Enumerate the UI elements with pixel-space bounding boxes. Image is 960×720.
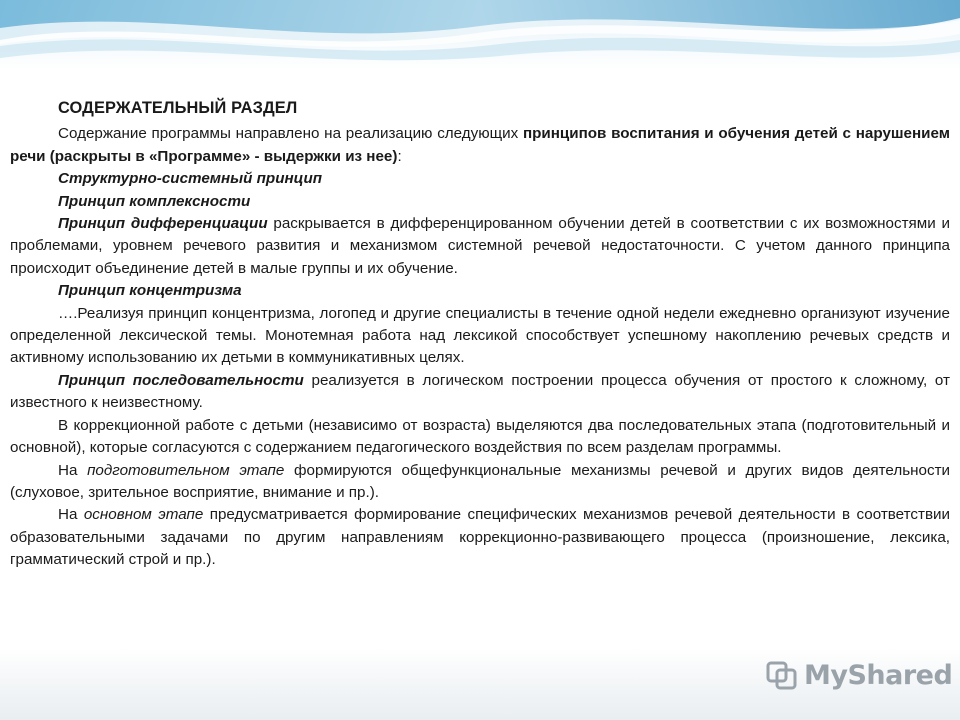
intro-colon: : xyxy=(397,147,402,165)
sequence-text: реализуется в логическом построении процесса обучения от простого к сложному, от известного к неизвестному. xyxy=(10,371,951,412)
header-wave-decoration xyxy=(0,0,960,70)
preparatory-prefix: На xyxy=(58,461,88,479)
section-heading: СОДЕРЖАТЕЛЬНЫЙ РАЗДЕЛ xyxy=(58,99,298,117)
intro-text: Содержание программы направлено на реализацию следующих xyxy=(58,125,523,143)
main-stage-paragraph xyxy=(10,504,950,571)
concentrism-paragraph: ….Реализуя принцип концентризма, логопед и другие специалисты в течение одной недели ежедневно организуют изучение определенной лексической темы. Монотемная работа над лексикой способствует успешному накоплению речевых средств и активному использованию их детьми в коммуникативных целях. xyxy=(10,304,950,367)
watermark-text: MyShared xyxy=(804,659,953,691)
main-stage-prefix: На xyxy=(58,506,84,524)
preparatory-text: формируются общефункциональные механизмы речевой и других видов деятельности (слуховое, зрительное восприятие, внимание и пр.). xyxy=(10,461,951,501)
principle-structural: Структурно-системный принцип xyxy=(58,170,323,188)
sequence-paragraph xyxy=(10,370,950,415)
differentiation-text: раскрывается в дифференцированном обучении детей в соответствии с их возможностями и проблемами, уровнем речевого развития и механизмом системной речевой недостаточности. С учетом данного принципа происходит объединение детей в малые группы и их обучение. xyxy=(10,215,950,277)
preparatory-stage-paragraph xyxy=(10,460,950,505)
main-stage-term: основном этапе xyxy=(83,506,204,524)
intro-principles-emphasis: принципов воспитания и обучения детей с нарушением речи (раскрыты в «Программе» - выдержки из нее) xyxy=(10,125,950,165)
myshared-logo-icon xyxy=(766,659,798,691)
principle-complexity: Принцип комплексности xyxy=(58,192,251,210)
stages-paragraph: В коррекционной работе с детьми (независимо от возраста) выделяются два последовательных этапа (подготовительный и основной), которые согласуются с содержанием педагогического воздействия по всем разделам программы. xyxy=(10,416,950,457)
watermark xyxy=(766,655,952,695)
preparatory-stage-term: подготовительном этапе xyxy=(87,461,285,479)
differentiation-paragraph xyxy=(10,213,950,280)
differentiation-title: Принцип дифференциации xyxy=(58,215,268,233)
slide-content xyxy=(10,97,950,572)
intro-paragraph xyxy=(10,123,950,168)
concentrism-title: Принцип концентризма xyxy=(58,282,242,300)
sequence-title: Принцип последовательности xyxy=(58,371,304,389)
main-stage-text: предусматривается формирование специфических механизмов речевой деятельности в соответствии образовательными задачами по другим направлениям коррекционно-развивающего процесса (произношение, лексика, грамматический строй и пр.). xyxy=(10,506,950,569)
